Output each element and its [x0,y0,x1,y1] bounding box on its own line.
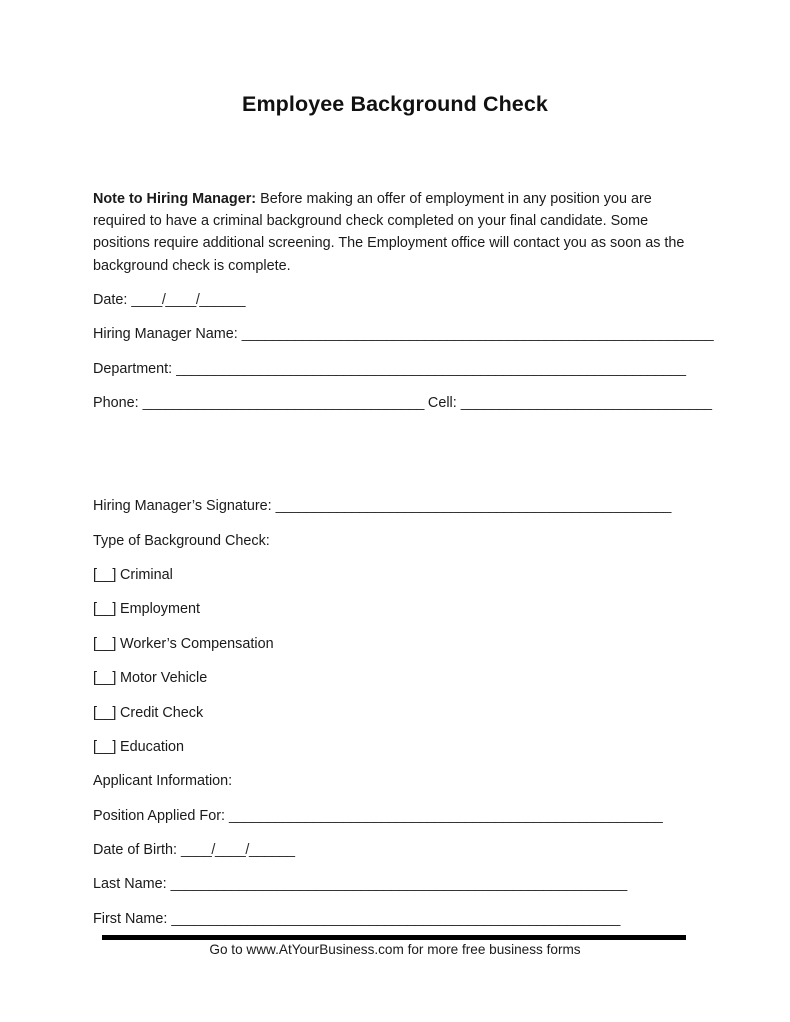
checkbox-row-motor-vehicle[interactable] [93,669,693,703]
field-row-last-name [93,875,693,909]
field-row-date [93,291,693,325]
checkbox-box-motor-vehicle[interactable]: [__] [93,670,121,687]
field-row-hiring-manager-signature [93,497,693,531]
checkbox-label-workers-compensation: Worker’s Compensation [120,635,274,652]
checkbox-row-credit-check[interactable] [93,704,693,738]
field-row-position-applied-for [93,807,693,841]
checkbox-box-credit-check[interactable]: [__] [93,704,121,721]
checkbox-row-education[interactable] [93,738,693,772]
field-label-department: Department: [93,360,177,377]
field-blank-department[interactable]: ___________________________________________________________________ [176,360,686,377]
field-row-department [93,360,693,394]
field-row-date-of-birth [93,841,693,875]
field-blank-date[interactable]: ____/____/______ [131,291,246,308]
field-label-hiring-manager-signature: Hiring Manager’s Signature: [93,498,276,515]
field-label-date-of-birth: Date of Birth: [93,842,181,859]
field-blank-last-name[interactable]: ____________________________________________________________ [170,876,627,893]
section-spacer [93,428,693,462]
checkbox-box-education[interactable]: [__] [93,738,121,755]
checkbox-label-education: Education [120,738,185,755]
field-blank-first-name[interactable]: ___________________________________________________________ [171,910,620,927]
footer-promo-text: Go to www.AtYourBusiness.com for more free business forms [209,942,581,957]
checkbox-label-employment: Employment [120,601,200,618]
checkbox-row-workers-compensation[interactable] [93,635,693,669]
applicant-information-heading [93,772,693,806]
field-label-cell: Cell: [423,394,461,411]
checkbox-row-criminal[interactable] [93,566,693,600]
checkbox-label-credit-check: Credit Check [120,704,204,721]
field-blank-hiring-manager-name[interactable]: ______________________________________________________________ [241,326,714,343]
field-blank-hiring-manager-signature[interactable]: ____________________________________________________ [275,498,672,515]
note-lead-label: Note to Hiring Manager: [93,191,257,207]
page-title: Employee Background Check [242,92,548,116]
field-row-phone-cell [93,394,712,428]
field-label-position-applied-for: Position Applied For: [93,807,229,824]
check-types-heading-label: Type of Background Check: [93,532,270,549]
field-row-hiring-manager-name [93,325,714,359]
footer-divider-rule [102,935,686,940]
checkbox-box-employment[interactable]: [__] [93,601,121,618]
field-blank-position-applied-for[interactable]: _________________________________________________________ [229,807,663,824]
field-blank-cell[interactable]: _________________________________ [460,394,712,411]
note-to-hiring-manager [93,188,690,277]
field-blank-phone[interactable]: _____________________________________ [142,394,424,411]
field-label-last-name: Last Name: [93,876,171,893]
checkbox-box-criminal[interactable]: [__] [93,566,121,583]
note-body-text: Before making an offer of employment in any position you are required to have a criminal background check completed on your final candidate. Some positions require additional screening. The Employment office will contact you as soon as the background check is complete. [93,191,685,274]
checkbox-box-workers-compensation[interactable]: [__] [93,635,121,652]
field-label-hiring-manager-name: Hiring Manager Name: [93,326,242,343]
checkbox-label-criminal: Criminal [120,566,173,583]
applicant-information-heading-label: Applicant Information: [93,773,233,790]
field-label-date: Date: [93,291,132,308]
section-spacer-2 [93,463,693,497]
field-blank-date-of-birth[interactable]: ____/____/______ [180,842,295,859]
check-types-heading [93,532,693,566]
field-label-phone: Phone: [93,394,143,411]
checkbox-row-employment[interactable] [93,600,693,634]
field-label-first-name: First Name: [93,910,172,927]
form-body [93,188,714,944]
checkbox-label-motor-vehicle: Motor Vehicle [120,670,208,687]
